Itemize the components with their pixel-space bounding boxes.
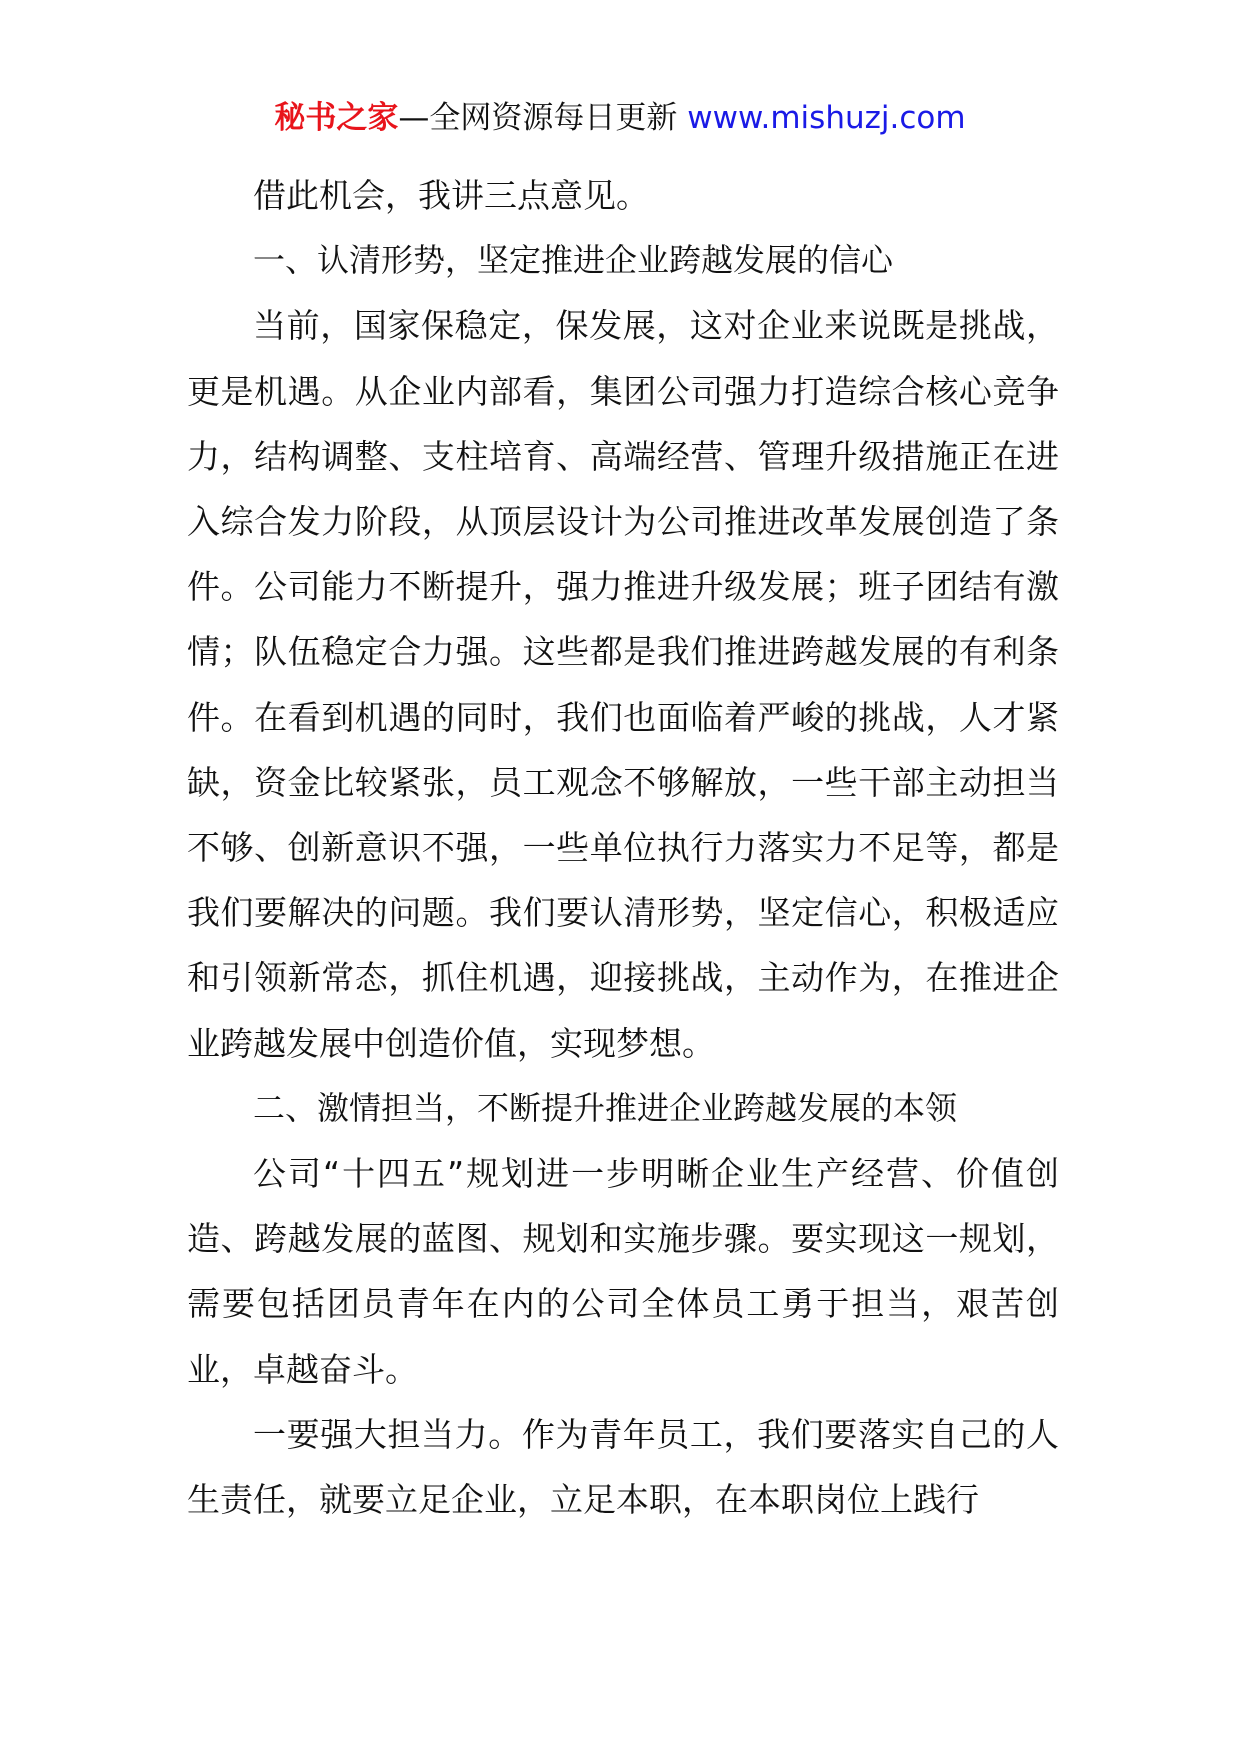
section-heading-2: 二、激情担当，不断提升推进企业跨越发展的本领 [253, 1088, 958, 1127]
site-header-banner [0, 98, 1240, 138]
paragraph-responsibility: 一要强大担当力。作为青年员工，我们要落实自己的人生责任，就要立足企业，立足本职，在本职岗位上践行 [187, 1414, 1059, 1520]
paragraph-plan: 公司“十四五”规划进一步明晰企业生产经营、价值创造、跨越发展的蓝图、规划和实施步骤。要实现这一规划，需要包括团员青年在内的公司全体员工勇于担当，艰苦创业，卓越奋斗。 [187, 1154, 1059, 1389]
document-body [187, 163, 1059, 1532]
paragraph-situation: 当前，国家保稳定，保发展，这对企业来说既是挑战，更是机遇。从企业内部看，集团公司强力打造综合核心竞争力，结构调整、支柱培育、高端经营、管理升级措施正在进入综合发力阶段，从顶层设计为公司推进改革发展创造了条件。公司能力不断提升，强力推进升级发展；班子团结有激情；队伍稳定合力强。这些都是我们推进跨越发展的有利条件。在看到机遇的同时，我们也面临着严峻的挑战，人才紧缺，资金比较紧张，员工观念不够解放，一些干部主动担当不够、创新意识不强，一些单位执行力落实力不足等，都是我们要解决的问题。我们要认清形势，坚定信心，积极适应和引领新常态，抓住机遇，迎接挑战，主动作为，在推进企业跨越发展中创造价值，实现梦想。 [187, 306, 1059, 1063]
paragraph-intro: 借此机会，我讲三点意见。 [253, 176, 649, 215]
site-url-link[interactable]: www.mishuzj.com [687, 100, 966, 136]
section-heading-1: 一、认清形势，坚定推进企业跨越发展的信心 [253, 241, 894, 280]
brand-name: 秘书之家 [274, 100, 399, 136]
header-slogan: —全网资源每日更新 [398, 100, 678, 136]
